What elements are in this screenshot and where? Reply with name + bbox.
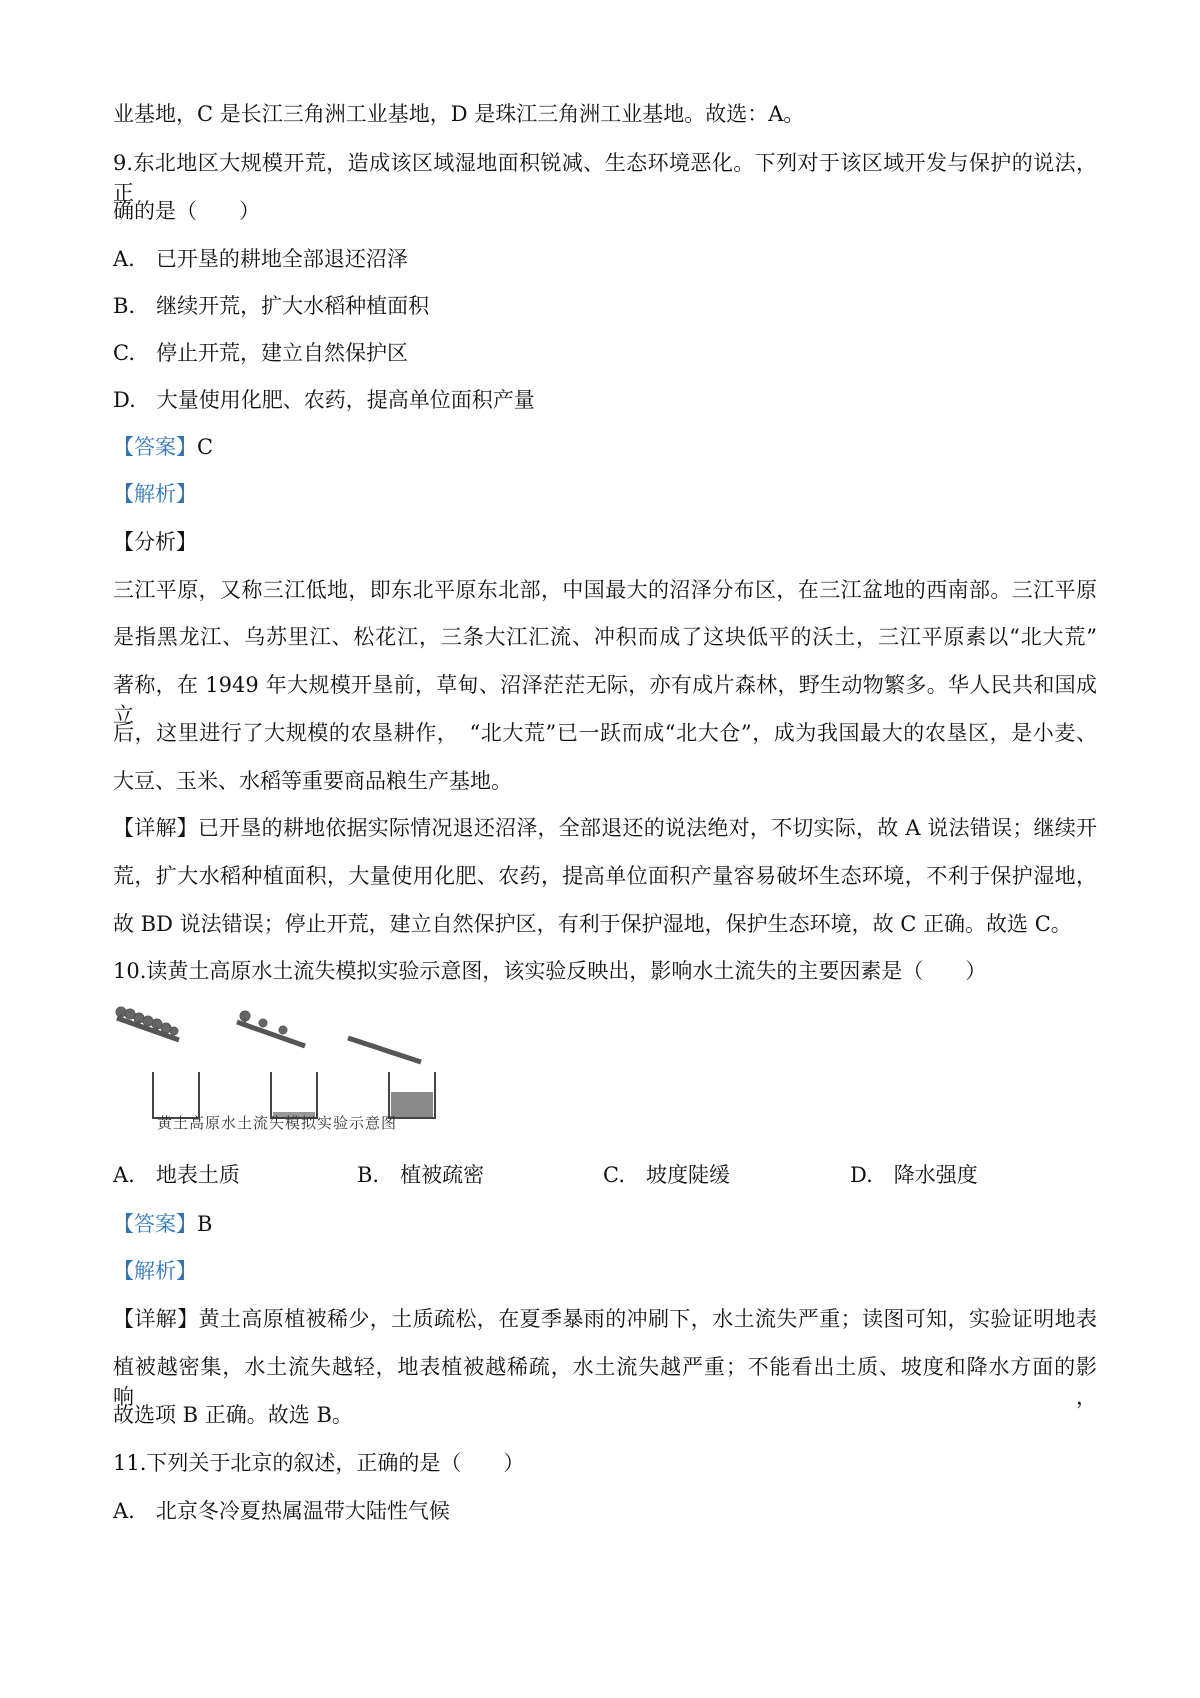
text-line: 业基地，C 是长江三角洲工业基地，D 是珠江三角洲工业基地。故选：A。 [113, 102, 805, 126]
soil-erosion-experiment-figure [113, 1000, 453, 1134]
sparse-vegetation-slope [237, 1011, 305, 1046]
question-10-stem: 10.读黄土高原水土流失模拟实验示意图，该实验反映出，影响水土流失的主要因素是（ ） [113, 959, 987, 983]
question-10-option-d: D. 降水强度 [850, 1163, 978, 1187]
figure-caption: 黄土高原水土流失模拟实验示意图 [157, 1114, 398, 1132]
question-9-option-a: A. 已开垦的耕地全部退还沼泽 [113, 247, 408, 271]
detail-line: 故 BD 说法错误；停止开荒，建立自然保护区，有利于保护湿地，保护生态环境，故 C 正确。故选 C。 [113, 912, 1072, 936]
detail-line: 故选项 B 正确。故选 B。 [113, 1403, 353, 1427]
question-10-option-c: C. 坡度陡缓 [603, 1163, 730, 1187]
answer-10 [113, 1209, 212, 1239]
dense-vegetation-slope [116, 1007, 179, 1040]
question-10-option-a: A. 地表土质 [113, 1163, 240, 1187]
detail-line: 【详解】黄土高原植被稀少，土质疏松，在夏季暴雨的冲刷下，水土流失严重；读图可知，实验证明地表 [113, 1307, 1097, 1331]
analysis-tag-9: 【解析】 [113, 482, 197, 506]
paragraph-line: 著称，在 1949 年大规模开垦前，草甸、沼泽茫茫无际，亦有成片森林，野生动物繁多。华人民共和国成立 [113, 673, 1097, 727]
question-10-option-b: B. 植被疏密 [357, 1163, 485, 1187]
question-10-options [113, 1160, 1013, 1190]
detail-line: 【详解】已开垦的耕地依据实际情况退还沼泽，全部退还的说法绝对，不切实际，故 A 说法错误；继续开 [113, 816, 1097, 840]
answer-value: C [197, 435, 214, 459]
answer-tag: 【答案】 [113, 1212, 197, 1236]
paragraph-line: 是指黑龙江、乌苏里江、松花江，三条大江汇流、冲积而成了这块低平的沃土，三江平原素以“北大荒” [113, 625, 1097, 649]
paragraph-line: 大豆、玉米、水稻等重要商品粮生产基地。 [113, 769, 512, 793]
question-11-option-a: A. 北京冬冷夏热属温带大陆性气候 [113, 1499, 450, 1523]
question-9-option-b: B. 继续开荒，扩大水稻种植面积 [113, 294, 430, 318]
question-9-option-c: C. 停止开荒，建立自然保护区 [113, 341, 408, 365]
paragraph-line: 后，这里进行了大规模的农垦耕作， “北大荒”已一跃而成“北大仓”，成为我国最大的农垦区，是小麦、 [113, 721, 1097, 745]
detail-line: 植被越密集，水土流失越轻，地表植被越稀疏，水土流失越严重；不能看出土质、坡度和降水方面的影响， [113, 1355, 1097, 1409]
beaker-water-high [391, 1092, 433, 1117]
detail-line: 荒，扩大水稻种植面积，大量使用化肥、农药，提高单位面积产量容易破坏生态环境，不利于保护湿地， [113, 864, 1097, 888]
answer-value: B [197, 1212, 213, 1236]
fenxi-heading: 【分析】 [113, 530, 197, 554]
answer-9 [113, 432, 213, 462]
question-9-option-d: D. 大量使用化肥、农药，提高单位面积产量 [113, 388, 535, 412]
bare-slope [348, 1038, 421, 1062]
analysis-tag-10: 【解析】 [113, 1259, 197, 1283]
answer-tag: 【答案】 [113, 435, 197, 459]
paragraph-line: 三江平原，又称三江低地，即东北平原东北部，中国最大的沼泽分布区，在三江盆地的西南部。三江平原 [113, 578, 1097, 602]
question-9-stem-cont: 确的是（ ） [113, 199, 260, 223]
question-9-stem: 9.东北地区大规模开荒，造成该区域湿地面积锐减、生态环境恶化。下列对于该区域开发与保护的说法，正 [113, 151, 1097, 205]
question-11-stem: 11.下列关于北京的叙述，正确的是（ ） [113, 1451, 525, 1475]
